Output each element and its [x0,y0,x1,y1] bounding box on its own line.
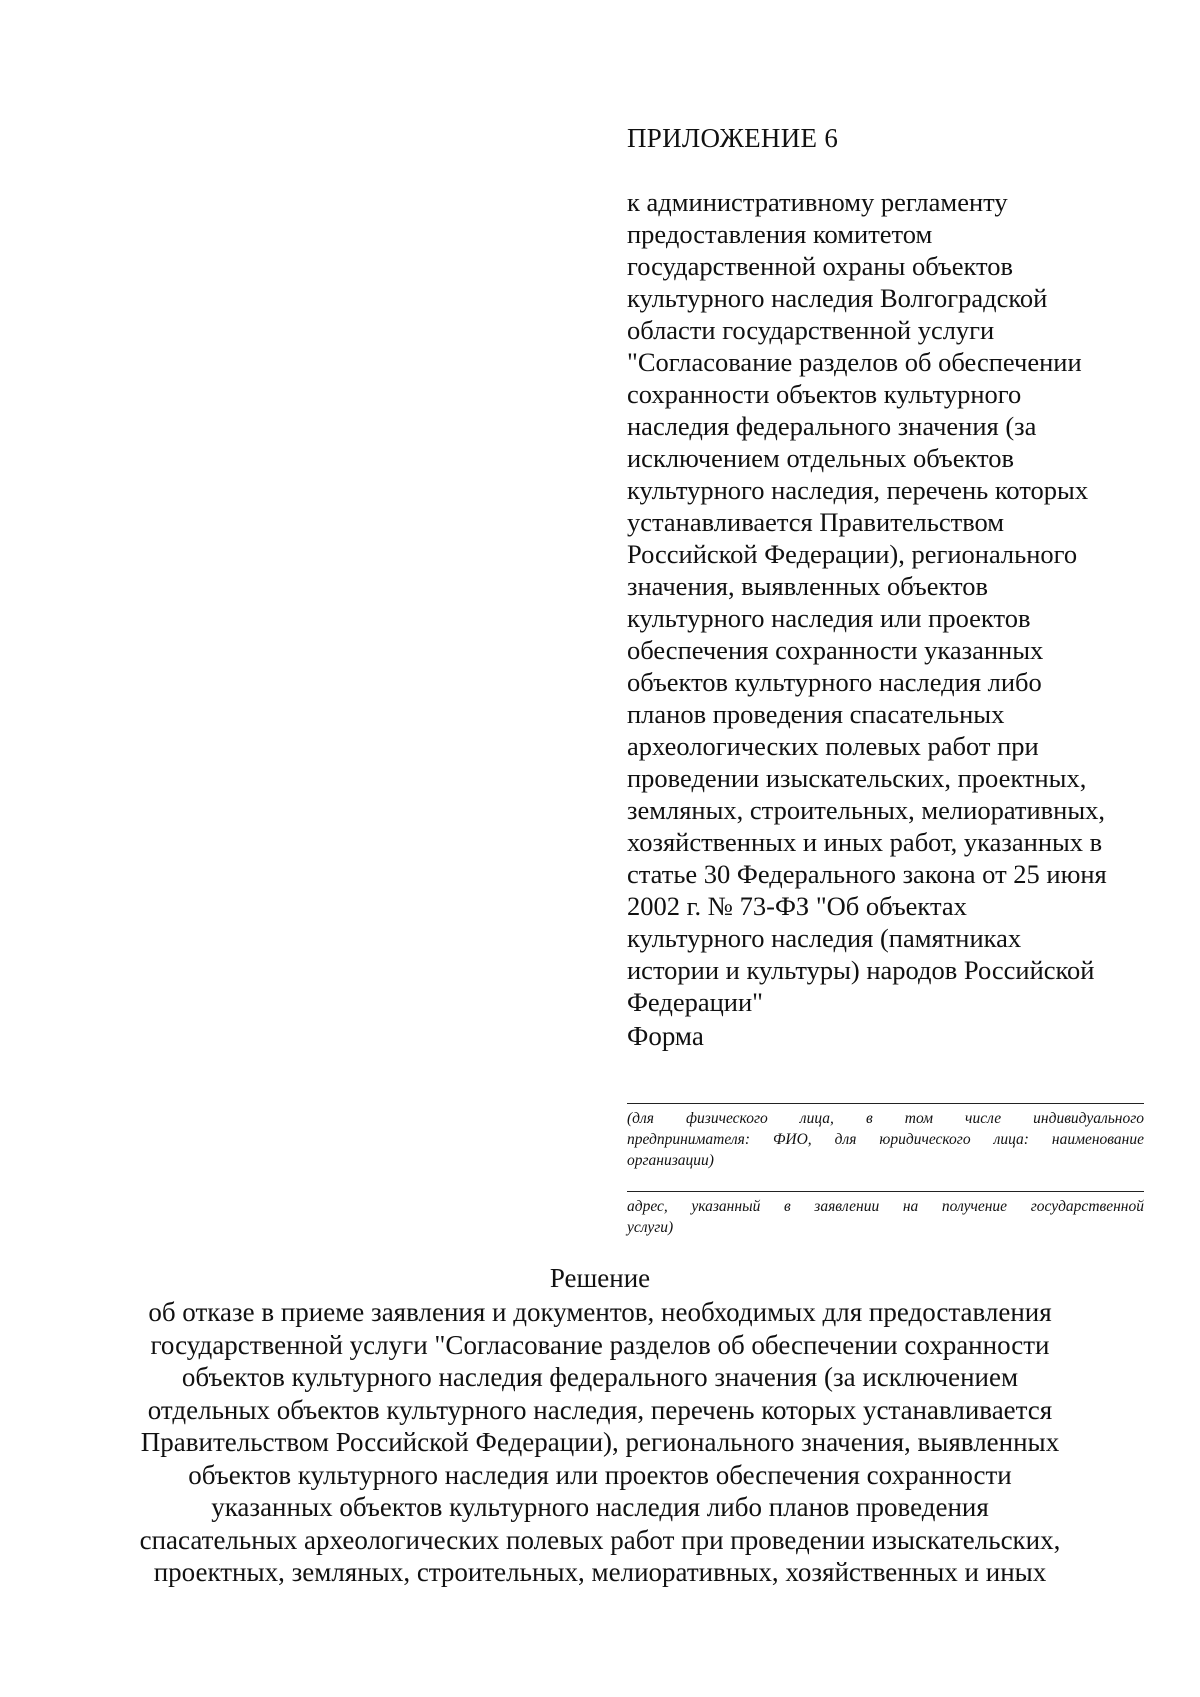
note-line: адрес, указанный в заявлении на получение государственной [627,1198,1144,1215]
appendix-line: культурного наследия Волгоградской [627,283,1048,313]
decision-line: указанных объектов культурного наследия либо планов проведения [211,1492,989,1522]
appendix-line: проведении изыскательских, проектных, [627,763,1087,793]
note-line: организации) [627,1152,714,1169]
appendix-line: 2002 г. № 73-ФЗ "Об объектах [627,891,967,921]
appendix-line: Федерации" [627,987,763,1017]
appendix-line: хозяйственных и иных работ, указанных в [627,827,1103,857]
decision-line: проектных, земляных, строительных, мелиоративных, хозяйственных и иных [153,1557,1047,1587]
recipient-name-line [627,1103,1144,1104]
appendix-line: объектов культурного наследия либо [627,667,1042,697]
appendix-line: обеспечения сохранности указанных [627,635,1044,665]
note-line: предпринимателя: ФИО, для юридического лица: наименование [627,1131,1144,1148]
appendix-line: государственной охраны объектов [627,251,1014,281]
appendix-line: планов проведения спасательных [627,699,1005,729]
appendix-line: "Согласование разделов об обеспечении [627,347,1082,377]
note-line: (для физического лица, в том числе индивидуального [627,1110,1144,1127]
appendix-line: статье 30 Федерального закона от 25 июня [627,859,1107,889]
decision-subject [0,1296,1200,1589]
appendix-line: устанавливается Правительством [627,507,1005,537]
recipient-address-note [627,1196,1144,1238]
appendix-line: предоставления комитетом [627,219,933,249]
appendix-line: земляных, строительных, мелиоративных, [627,795,1106,825]
recipient-address-line [627,1191,1144,1192]
decision-line: об отказе в приеме заявления и документов, необходимых для предоставления [148,1297,1052,1327]
appendix-line: культурного наследия или проектов [627,603,1031,633]
appendix-line: истории и культуры) народов Российской [627,955,1095,985]
appendix-line: значения, выявленных объектов [627,571,988,601]
decision-title: Решение [549,1263,651,1293]
decision-line: спасательных археологических полевых работ при проведении изыскательских, [139,1524,1061,1555]
appendix-reference [627,186,1187,1018]
appendix-line: исключением отдельных объектов [627,443,1015,473]
appendix-title: ПРИЛОЖЕНИЕ 6 [627,123,839,153]
decision-line: объектов культурного наследия федерального значения (за исключением [181,1362,1019,1392]
note-line: услуги) [627,1219,674,1236]
decision-line: отдельных объектов культурного наследия, перечень которых устанавливается [147,1394,1053,1425]
decision-line: государственной услуги "Согласование разделов об обеспечении сохранности [150,1329,1050,1360]
appendix-line: культурного наследия, перечень которых [627,475,1089,505]
appendix-line: археологических полевых работ при [627,731,1039,761]
decision-line: объектов культурного наследия или проектов обеспечения сохранности [188,1459,1012,1490]
appendix-line: сохранности объектов культурного [627,379,1022,409]
form-label: Форма [627,1021,704,1051]
appendix-line: области государственной услуги [627,315,995,345]
appendix-line: наследия федерального значения (за [627,411,1037,441]
appendix-line: Российской Федерации), регионального [627,539,1078,569]
decision-line: Правительством Российской Федерации), регионального значения, выявленных [140,1427,1060,1457]
appendix-line: культурного наследия (памятниках [627,923,1022,953]
appendix-line: к административному регламенту [627,187,1008,217]
recipient-name-note [627,1108,1144,1171]
